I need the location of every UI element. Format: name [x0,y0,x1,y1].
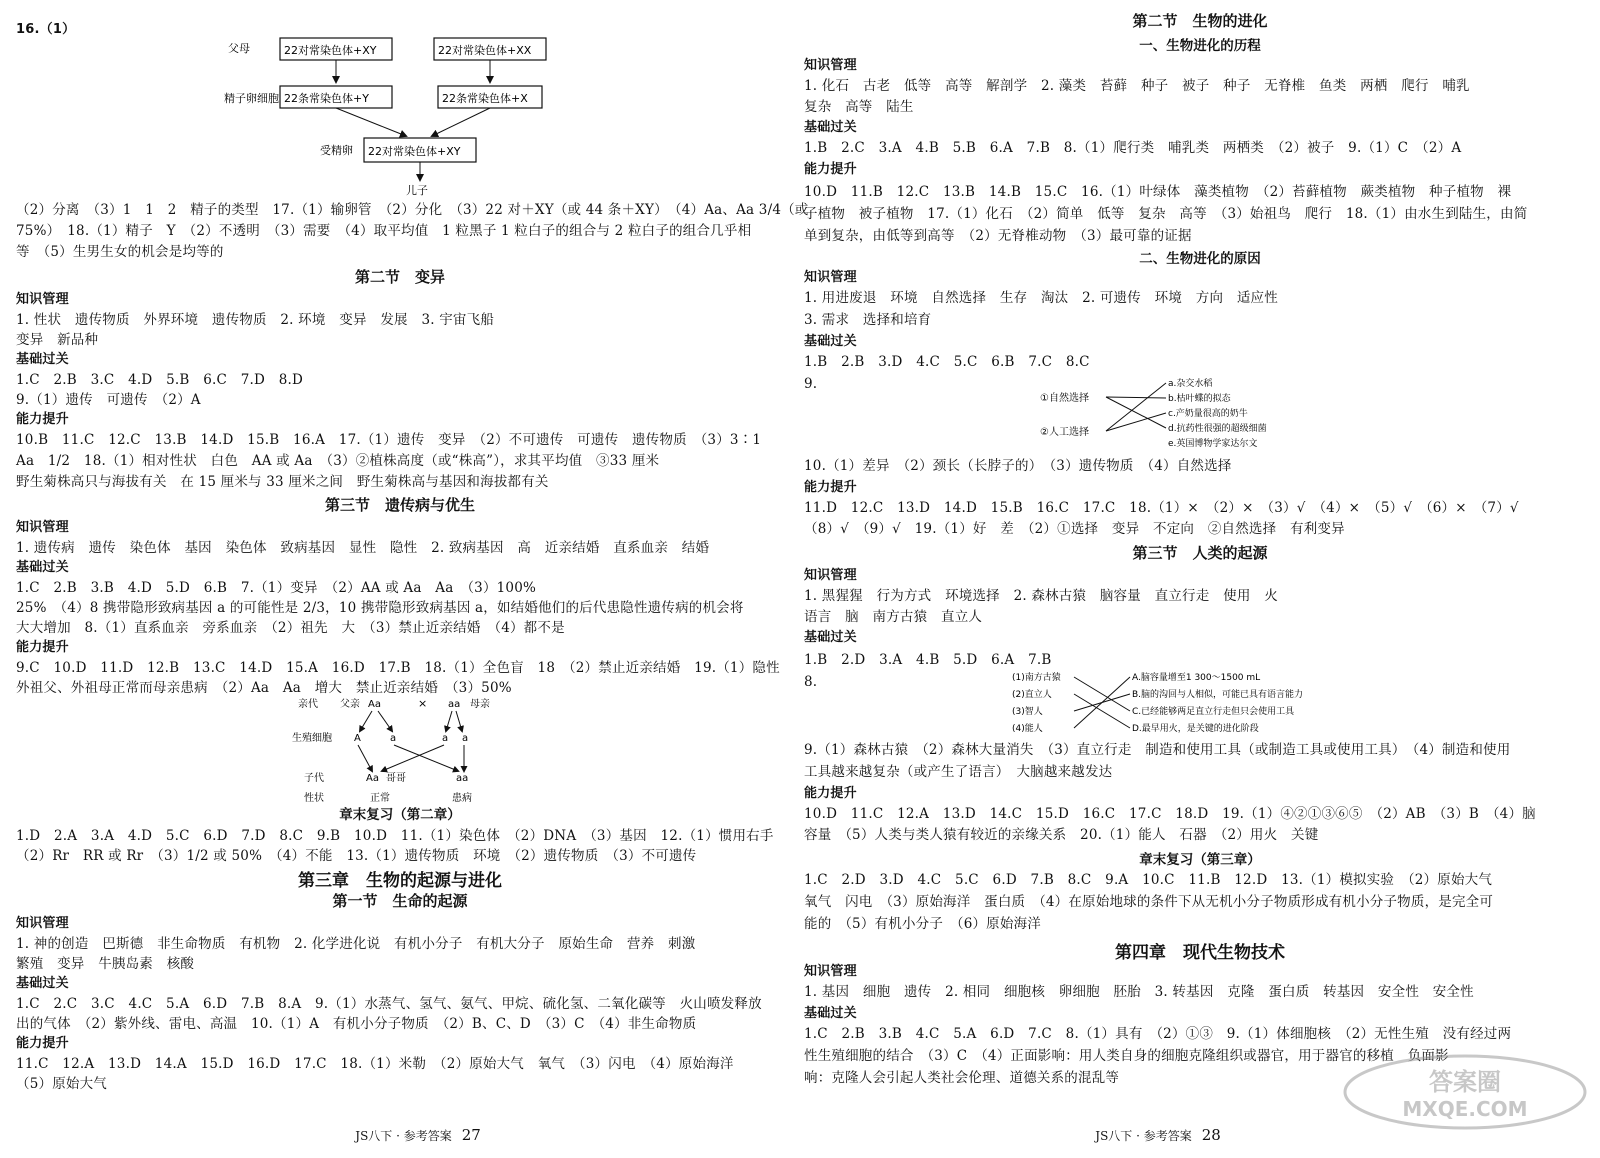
child-label: 儿子 [406,184,428,197]
text-line: 1.C 2.B 3.C 4.D 5.B 6.C 7.D 8.D [16,372,304,388]
text-line: 10.（1）差异 （2）颈长（长脖子的） （3）遗传物质 （4）自然选择 [804,458,1232,474]
sick-label: 患病 [452,793,472,804]
heading-basic: 基础过关 [804,1006,857,1021]
section-title: 第三节 遗传病与优生 [324,496,475,514]
heading-basic: 基础过关 [804,334,857,349]
text-line: 氧气 闪电 （3）原始海洋 蛋白质 （4）在原始地球的条件下从无机小分子物质形成有机小分子物质，是完全可 [804,894,1494,910]
evo-left-1: (1)南方古猿 [1012,673,1061,683]
text-line: 1.B 2.C 3.A 4.B 5.B 6.A 7.B 8.（1）爬行类 哺乳类 两栖类 （2）被子 9.（1）C （2）A [804,140,1462,156]
text-line: 变异 新品种 [16,332,99,348]
text-line: 1. 黑猩猩 行为方式 环境选择 2. 森林古猿 脑容量 直立行走 使用 火 [804,588,1278,604]
selection-matching-diagram [1040,374,1280,454]
text-line: 1. 用进废退 环境 自然选择 生存 淘汰 2. 可遗传 环境 方向 适应性 [804,290,1278,306]
match-right-c: c.产奶量很高的奶牛 [1168,409,1248,419]
text-line: （2）分离 （3）1 1 2 精子的类型 17.（1）输卵管 （2）分化 （3）22 对＋XY（或 44 条＋XY） （4）Aa、Aa 3/4（或 [16,202,809,218]
heading-basic: 基础过关 [804,120,857,135]
text-line: 9.（1）遗传 可遗传 （2）A [16,392,201,408]
text-line: 1. 神的创造 巴斯德 非生命物质 有机物 2. 化学进化说 有机小分子 有机大分子 原始生命 营养 刺激 [16,936,696,952]
text-line: 1.C 2.B 3.B 4.D 5.D 6.B 7.（1）变异 （2）AA 或 Aa Aa （3）100% [16,580,537,596]
heading-basic: 基础过关 [16,976,69,991]
footer-label: JS八下 · 参考答案 [355,1129,452,1143]
gametes-label: 生殖细胞 [292,733,332,744]
text-line: 1.C 2.B 3.B 4.C 5.A 6.D 7.C 8.（1）具有 （2）①③ 9.（1）体细胞核 （2）无性生殖 没有经过两 [804,1026,1512,1042]
text-line: 能的 （5）有机小分子 （6）原始海洋 [804,916,1041,932]
normal-label: 正常 [370,793,390,804]
gamete-a1: A [354,733,361,744]
text-line: （2）Rr RR 或 Rr （3）1/2 或 50% （4）不能 13.（1）遗传物质 环境 （2）遗传物质 （3）不可遗传 [16,848,697,864]
parents-label: 父母 [228,42,250,55]
evo-right-d: D.最早用火，是关键的进化阶段 [1132,724,1259,734]
evo-right-c: C.已经能够两足直立行走但只会使用工具 [1132,707,1295,717]
section-title: 章末复习（第二章） [339,807,461,823]
text-line: 1.D 2.A 3.A 4.D 5.C 6.D 7.D 8.C 9.B 10.D 11.（1）染色体 （2）DNA （3）基因 12.（1）惯用右手 [16,828,774,844]
text-line: 10.B 11.C 12.C 13.B 14.D 15.B 16.A 17.（1）遗传 变异 （2）不可遗传 可遗传 遗传物质 （3）3∶1 [16,432,762,448]
evo-left-4: (4)能人 [1012,724,1043,734]
heading-ability: 能力提升 [804,480,857,495]
text-line: 1.C 2.C 3.C 4.C 5.A 6.D 7.B 8.A 9.（1）水蒸气、氢气、氨气、甲烷、硫化氢、二氧化碳等 火山喷发释放 [16,996,762,1012]
evo-left-3: (3)智人 [1012,707,1043,717]
section-title: 第二节 生物的进化 [1132,12,1268,30]
watermark-line2: MXQE.COM [1402,1097,1528,1121]
text-line: 1. 遗传病 遗传 染色体 基因 染色体 致病基因 显性 隐性 2. 致病基因 高 近亲结婚 直系血亲 结婚 [16,540,710,556]
text-line: 等 （5）生男生女的机会是均等的 [16,244,224,260]
gamete-a2: a [390,733,397,744]
evo-left-2: (2)直立人 [1012,690,1052,700]
mother-box: 22对常染色体+XX [438,44,532,57]
child1-label: 哥哥 [386,773,406,784]
match-right-b: b.枯叶蝶的拟态 [1168,394,1231,404]
text-line: 语言 脑 南方古猿 直立人 [804,609,983,625]
father-label: 父亲 [340,699,360,710]
heading-knowledge: 知识管理 [804,58,857,73]
evo-right-a: A.脑容量增至1 300～1500 mL [1132,673,1261,683]
text-line: （8）√ （9）√ 19.（1）好 差 （2）①选择 变异 不定向 ②自然选择 有利变异 [804,521,1345,537]
heading-knowledge: 知识管理 [804,964,857,979]
heading-knowledge: 知识管理 [804,568,857,583]
heading-knowledge: 知识管理 [16,520,69,535]
text-line: 1. 基因 细胞 遗传 2. 相同 细胞核 卵细胞 胚胎 3. 转基因 克隆 蛋白质 转基因 安全性 安全性 [804,984,1474,1000]
child1-genotype: Aa [366,773,379,784]
egg-box: 22条常染色体+X [442,92,528,105]
text-line: 9. [804,376,818,392]
heading-knowledge: 知识管理 [16,916,69,931]
father-genotype: Aa [368,699,381,710]
heading-ability: 能力提升 [804,786,857,801]
text-line: 11.C 12.A 13.D 14.A 15.D 16.D 17.C 18.（1）米勒 （2）原始大气 氧气 （3）闪电 （4）原始海洋 [16,1056,734,1072]
heading-ability: 能力提升 [16,412,69,427]
text-line: 9.（1）森林古猿 （2）森林大量消失 （3）直立行走 制造和使用工具（或制造工具或使用工具） （4）制造和使用 [804,742,1511,758]
text-line: 复杂 高等 陆生 [804,99,914,115]
text-line: 单到复杂，由低等到高等 （2）无脊椎动物 （3）最可靠的证据 [804,228,1192,244]
left-page [0,0,809,1144]
page-number: 27 [461,1126,481,1144]
text-line: 子植物 被子植物 17.（1）化石 （2）简单 低等 复杂 高等 （3）始祖鸟 爬行 18.（1）由水生到陆生，由简 [804,206,1528,222]
sex-determination-diagram [220,28,580,212]
text-line: 容量 （5）人类与类人猿有较近的亲缘关系 20.（1）能人 石器 （2）用火 关键 [804,827,1319,843]
cross-symbol: × [418,697,428,710]
pedigree-cross-diagram [290,695,530,811]
heading-knowledge: 知识管理 [804,270,857,285]
text-line: 8. [804,674,818,690]
heading-basic: 基础过关 [16,560,69,575]
text-line: 25% （4）8 携带隐形致病基因 a 的可能性是 2/3，10 携带隐形致病基因 a，如结婚他们的后代患隐性遗传病的机会将 [16,600,744,616]
text-line: 1. 性状 遗传物质 外界环境 遗传物质 2. 环境 变异 发展 3. 宇宙飞船 [16,312,495,328]
text-line: 10.D 11.C 12.A 13.D 14.C 15.D 16.C 17.C 18.D 19.（1）④②①③⑥⑤ （2）AB （3）B （4）脑 [804,806,1536,822]
watermark-line1: 答案圈 [1429,1068,1501,1096]
footer-label: JS八下 · 参考答案 [1095,1129,1192,1143]
text-line: 响：克隆人会引起人类社会伦理、道德关系的混乱等 [804,1070,1120,1086]
text-line: 1.B 2.B 3.D 4.C 5.C 6.B 7.C 8.C [804,354,1090,370]
human-evolution-matching-diagram [1012,668,1382,742]
text-line: 1. 化石 古老 低等 高等 解剖学 2. 藻类 苔藓 种子 被子 种子 无脊椎 鱼类 两栖 爬行 哺乳 [804,78,1470,94]
text-line: 1.C 2.D 3.D 4.C 5.C 6.D 7.B 8.C 9.A 10.C 11.B 12.D 13.（1）模拟实验 （2）原始大气 [804,872,1493,888]
match-right-e: e.英国博物学家达尔文 [1168,439,1258,449]
section-title: 第三节 人类的起源 [1132,544,1268,562]
chapter-title: 第四章 现代生物技术 [1115,943,1285,963]
match-left-2: ②人工选择 [1040,427,1089,438]
zygote-label: 受精卵 [320,144,353,157]
text-line: 野生菊株高只与海拔有关 在 15 厘米与 33 厘米之间 野生菊株高与基因和海拔都有关 [16,474,549,490]
text-line: 繁殖 变异 牛胰岛素 核酸 [16,956,195,972]
match-right-a: a.杂交水稻 [1168,379,1213,389]
father-box: 22对常染色体+XY [284,44,377,57]
zygote-box: 22对常染色体+XY [368,145,461,158]
text-line: 出的气体 （2）紫外线、雷电、高温 10.（1）A 有机小分子物质 （2）B、C、D （3）C （4）非生命物质 [16,1016,697,1032]
q16-label: 16.（1） [16,22,76,37]
section-title: 章末复习（第三章） [1139,852,1261,868]
watermark-logo [1340,1052,1590,1132]
text-line: 11.D 12.C 13.D 14.D 15.B 16.C 17.C 18.（1）× （2）× （3）√ （4）× （5）√ （6）× （7）√ [804,500,1519,516]
text-line: 外祖父、外祖母正常而母亲患病 （2）Aa Aa 增大 禁止近亲结婚 （3）50% [16,680,512,696]
text-line: 大大增加 8.（1）直系血亲 旁系血亲 （2）祖先 大 （3）禁止近亲结婚 （4）都不是 [16,620,565,636]
page-footer [340,1112,481,1158]
page-number: 28 [1201,1126,1221,1144]
right-page [800,0,1600,1144]
heading-ability: 能力提升 [804,162,857,177]
chapter-title: 第三章 生物的起源与进化 [298,871,502,891]
match-right-d: d.抗药性很强的超级细菌 [1168,424,1267,434]
evo-right-b: B.脑的沟回与人相似，可能已具有语言能力 [1132,690,1304,700]
sperm-box: 22条常染色体+Y [284,92,369,105]
text-line: 10.D 11.B 12.C 13.B 14.B 15.C 16.（1）叶绿体 藻类植物 （2）苔藓植物 蕨类植物 种子植物 裸 [804,184,1512,200]
page-footer [1080,1112,1221,1158]
heading-knowledge: 知识管理 [16,292,69,307]
heading-ability: 能力提升 [16,640,69,655]
text-line: （5）原始大气 [16,1076,107,1092]
text-line: 75%） 18.（1）精子 Y （2）不透明 （3）需要 （4）取平均值 1 粒黑子 1 粒白子的组合与 2 粒白子的组合几乎相 [16,223,752,239]
mother-label: 母亲 [470,699,490,710]
heading-basic: 基础过关 [16,352,69,367]
parents-label: 亲代 [298,699,318,710]
text-line: Aa 1/2 18.（1）相对性状 白色 AA 或 Aa （3）②植株高度（或“株高”），求其平均值 ③33 厘米 [16,453,660,469]
text-line: 工具越来越复杂（或产生了语言） 大脑越来越发达 [804,764,1113,780]
offspring-label: 子代 [304,773,324,784]
section-title: 第一节 生命的起源 [332,892,468,910]
mother-genotype: aa [448,699,461,710]
match-left-1: ①自然选择 [1040,393,1089,404]
child2-genotype: aa [456,773,469,784]
text-line: 3. 需求 选择和培育 [804,312,932,328]
section-title: 第二节 变异 [354,268,445,286]
subsection-title: 一、生物进化的历程 [1139,38,1261,54]
heading-basic: 基础过关 [804,630,857,645]
heading-ability: 能力提升 [16,1036,69,1051]
gametes-label: 精子卵细胞 [224,92,279,105]
text-line: 1.B 2.D 3.A 4.B 5.D 6.A 7.B [804,652,1052,668]
subsection-title: 二、生物进化的原因 [1139,251,1261,267]
gamete-a4: a [462,733,469,744]
gamete-a3: a [442,733,449,744]
text-line: 9.C 10.D 11.D 12.B 13.C 14.D 15.A 16.D 17.B 18.（1）全色盲 18 （2）禁止近亲结婚 19.（1）隐性 [16,660,780,676]
traits-label: 性状 [304,793,324,804]
text-line: 性生殖细胞的结合 （3）C （4）正面影响：用人类自身的细胞克隆组织或器官，用于器官的移植 负面影 [804,1048,1449,1064]
